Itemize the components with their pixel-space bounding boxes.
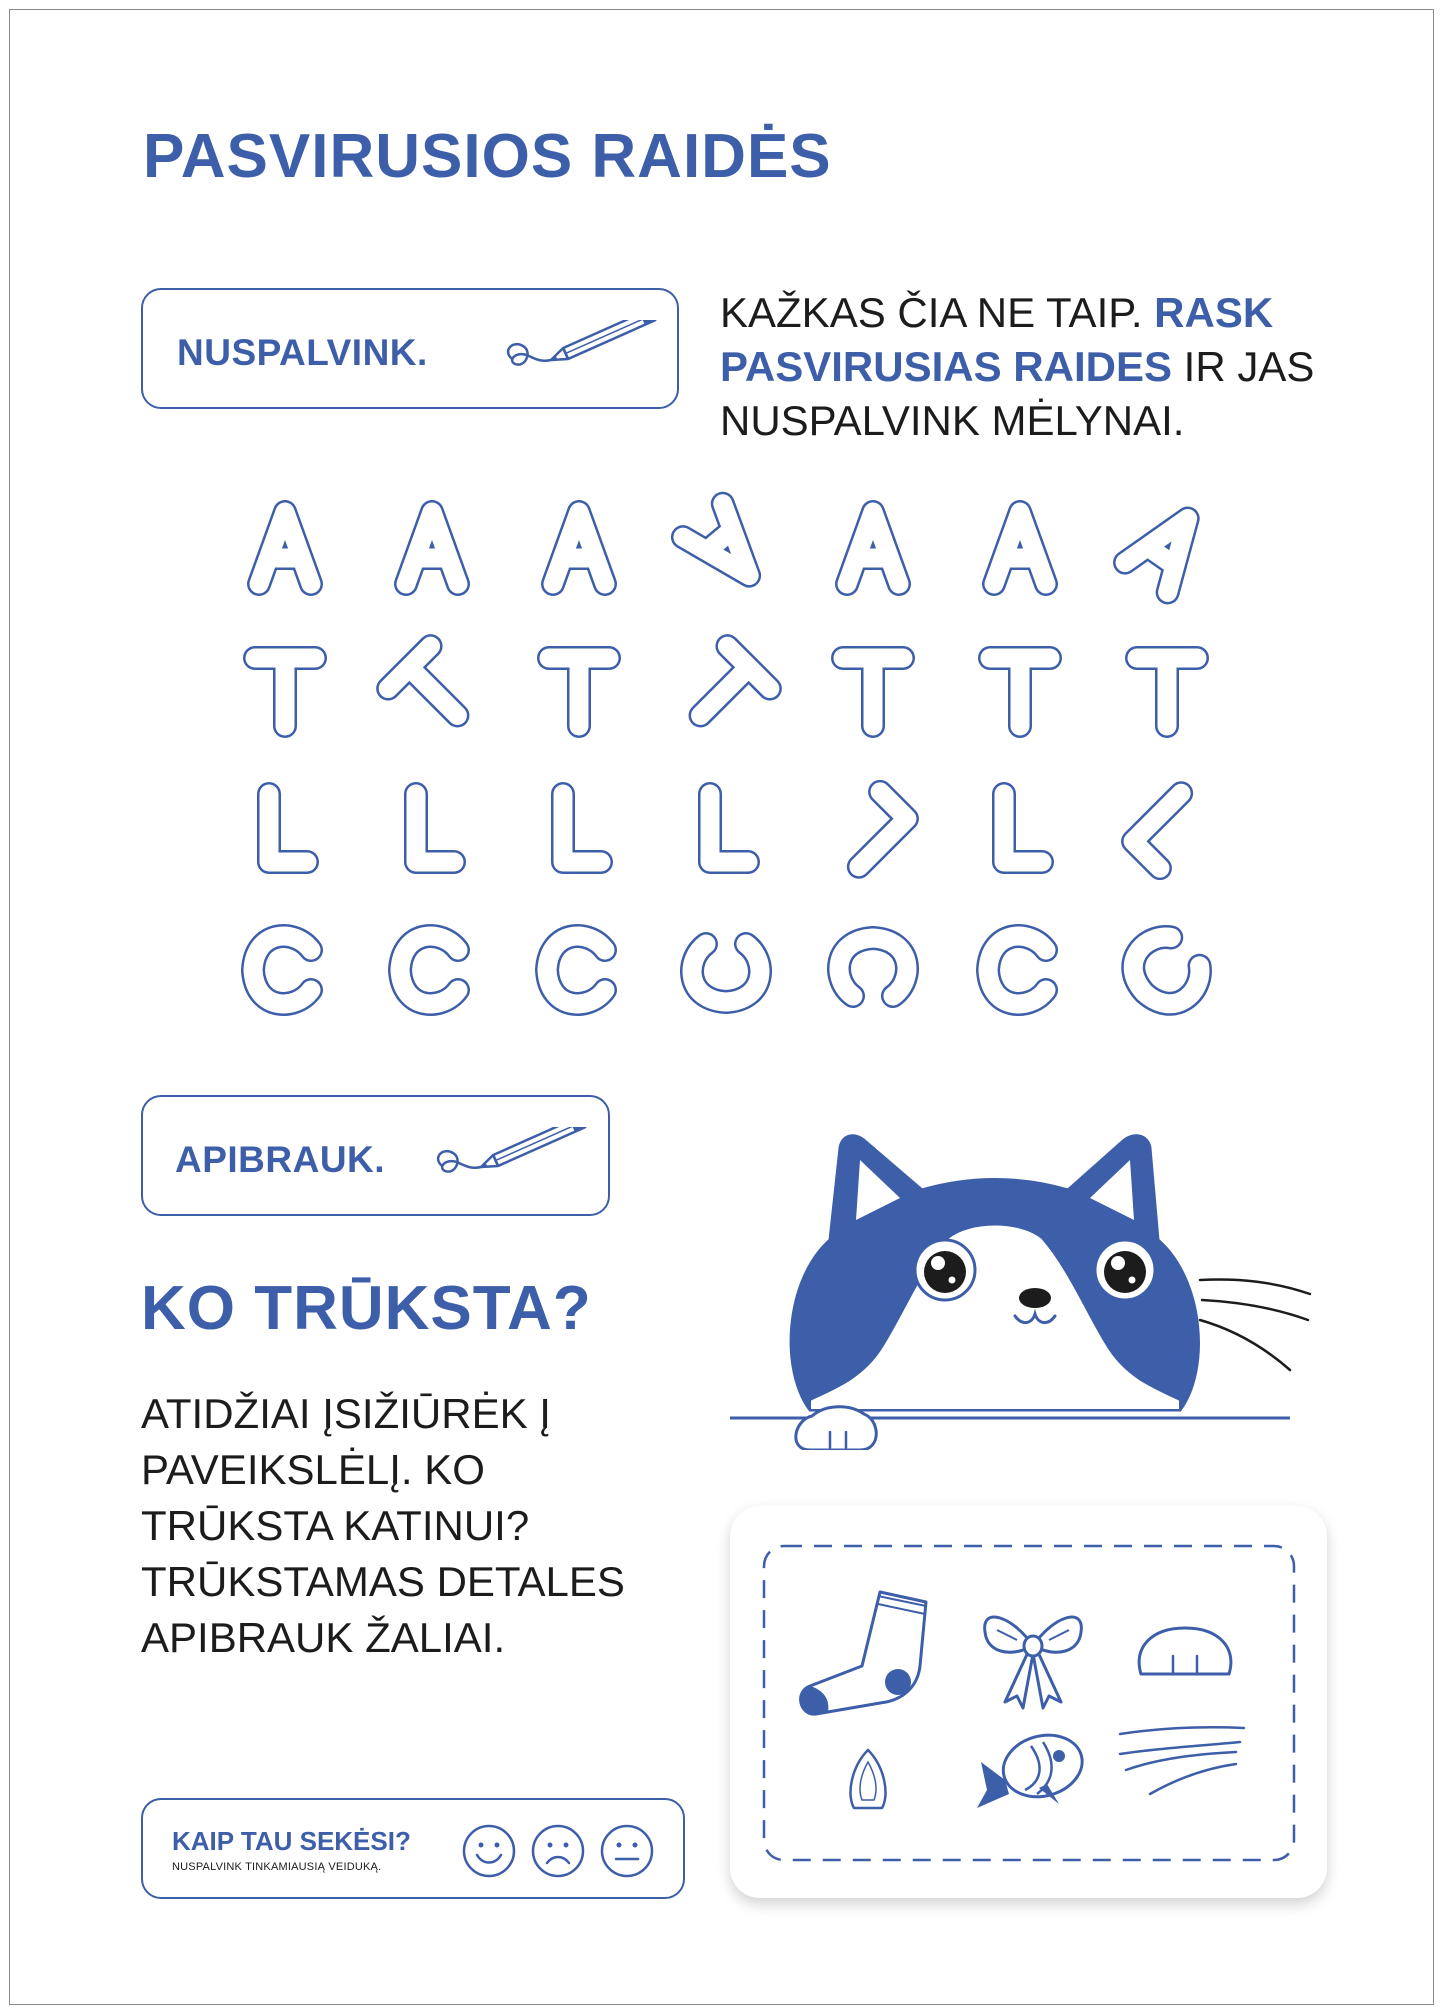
letter-c-6[interactable] (988, 936, 1046, 1004)
letter-t-5[interactable] (843, 658, 903, 726)
task-label-circle: APIBRAUK. (175, 1139, 386, 1180)
letter-t-7[interactable] (1137, 658, 1197, 726)
task-instruction-circle: ATIDŽIAI ĮSIŽIŪRĖK Į PAVEIKSLĖLĮ. KO TRŪKSTA KATINUI? TRŪKSTAMAS DETALES APIBRAUK ŽALIAI. (141, 1390, 625, 1661)
task-instruction-color (720, 286, 1433, 448)
letter-c-3[interactable] (547, 936, 605, 1004)
letter-a-3[interactable] (553, 512, 605, 584)
pencil-icon (433, 1127, 593, 1187)
letter-l-5[interactable] (832, 792, 907, 867)
task-box-color (141, 288, 679, 409)
letter-a-4[interactable] (683, 504, 769, 593)
ear-icon[interactable] (850, 1750, 885, 1808)
letter-l-4[interactable] (710, 794, 748, 862)
cat-nose (1019, 1288, 1051, 1308)
letter-a-7[interactable] (1125, 504, 1209, 593)
feedback-faces (461, 1821, 661, 1881)
letter-a-1[interactable] (259, 512, 311, 584)
instruction-highlight: RASK PASVIRUSIAS RAIDES (720, 289, 1274, 390)
cat-whiskers (1200, 1280, 1310, 1294)
letter-c-7[interactable] (1120, 928, 1209, 1017)
feedback-box (141, 1798, 685, 1899)
letter-t-3[interactable] (549, 658, 609, 726)
missing-pieces-card (730, 1506, 1327, 1898)
section-title: KO TRŪKSTA? (141, 1274, 592, 1343)
feedback-question: KAIP TAU SEKĖSI? (172, 1826, 411, 1856)
letter-t-6[interactable] (990, 658, 1050, 726)
worksheet-page (9, 9, 1434, 2005)
fish-icon[interactable] (977, 1727, 1089, 1808)
paw-icon[interactable] (1139, 1628, 1231, 1674)
whiskers-icon[interactable] (1120, 1727, 1244, 1794)
letter-l-2[interactable] (416, 794, 454, 862)
bow-icon[interactable] (985, 1617, 1082, 1708)
instruction-text: KAŽKAS ČIA NE TAIP. (720, 289, 1155, 336)
letter-l-7[interactable] (1133, 793, 1208, 868)
letter-c-2[interactable] (400, 936, 458, 1004)
letter-c-5[interactable] (839, 938, 907, 996)
task-box-circle (141, 1095, 610, 1216)
task-label-color: NUSPALVINK. (177, 332, 428, 373)
letter-t-1[interactable] (255, 658, 315, 726)
instruction-text: IR JAS NUSPALVINK MĖLYNAI. (720, 343, 1315, 444)
letter-t-4[interactable] (679, 646, 770, 737)
neutral-face-icon[interactable] (602, 1826, 652, 1876)
letter-t-2[interactable] (388, 646, 479, 737)
letter-c-1[interactable] (253, 936, 311, 1004)
letter-a-5[interactable] (847, 512, 899, 584)
page-title: PASVIRUSIOS RAIDĖS (143, 122, 832, 191)
sad-face-icon[interactable] (533, 1826, 583, 1876)
letter-a-6[interactable] (994, 512, 1046, 584)
letter-grid (230, 480, 1250, 1040)
letter-c-4[interactable] (692, 944, 760, 1002)
sock-icon[interactable] (801, 1592, 926, 1714)
letter-l-6[interactable] (1004, 794, 1042, 862)
cat-illustration (730, 1120, 1330, 1450)
letter-a-2[interactable] (406, 512, 458, 584)
pencil-icon (503, 320, 663, 380)
letter-l-3[interactable] (563, 794, 601, 862)
letter-l-1[interactable] (269, 794, 307, 862)
cat-paw (796, 1407, 876, 1450)
happy-face-icon[interactable] (464, 1826, 514, 1876)
feedback-subtitle: NUSPALVINK TINKAMIAUSIĄ VEIDUKĄ. (172, 1861, 382, 1873)
